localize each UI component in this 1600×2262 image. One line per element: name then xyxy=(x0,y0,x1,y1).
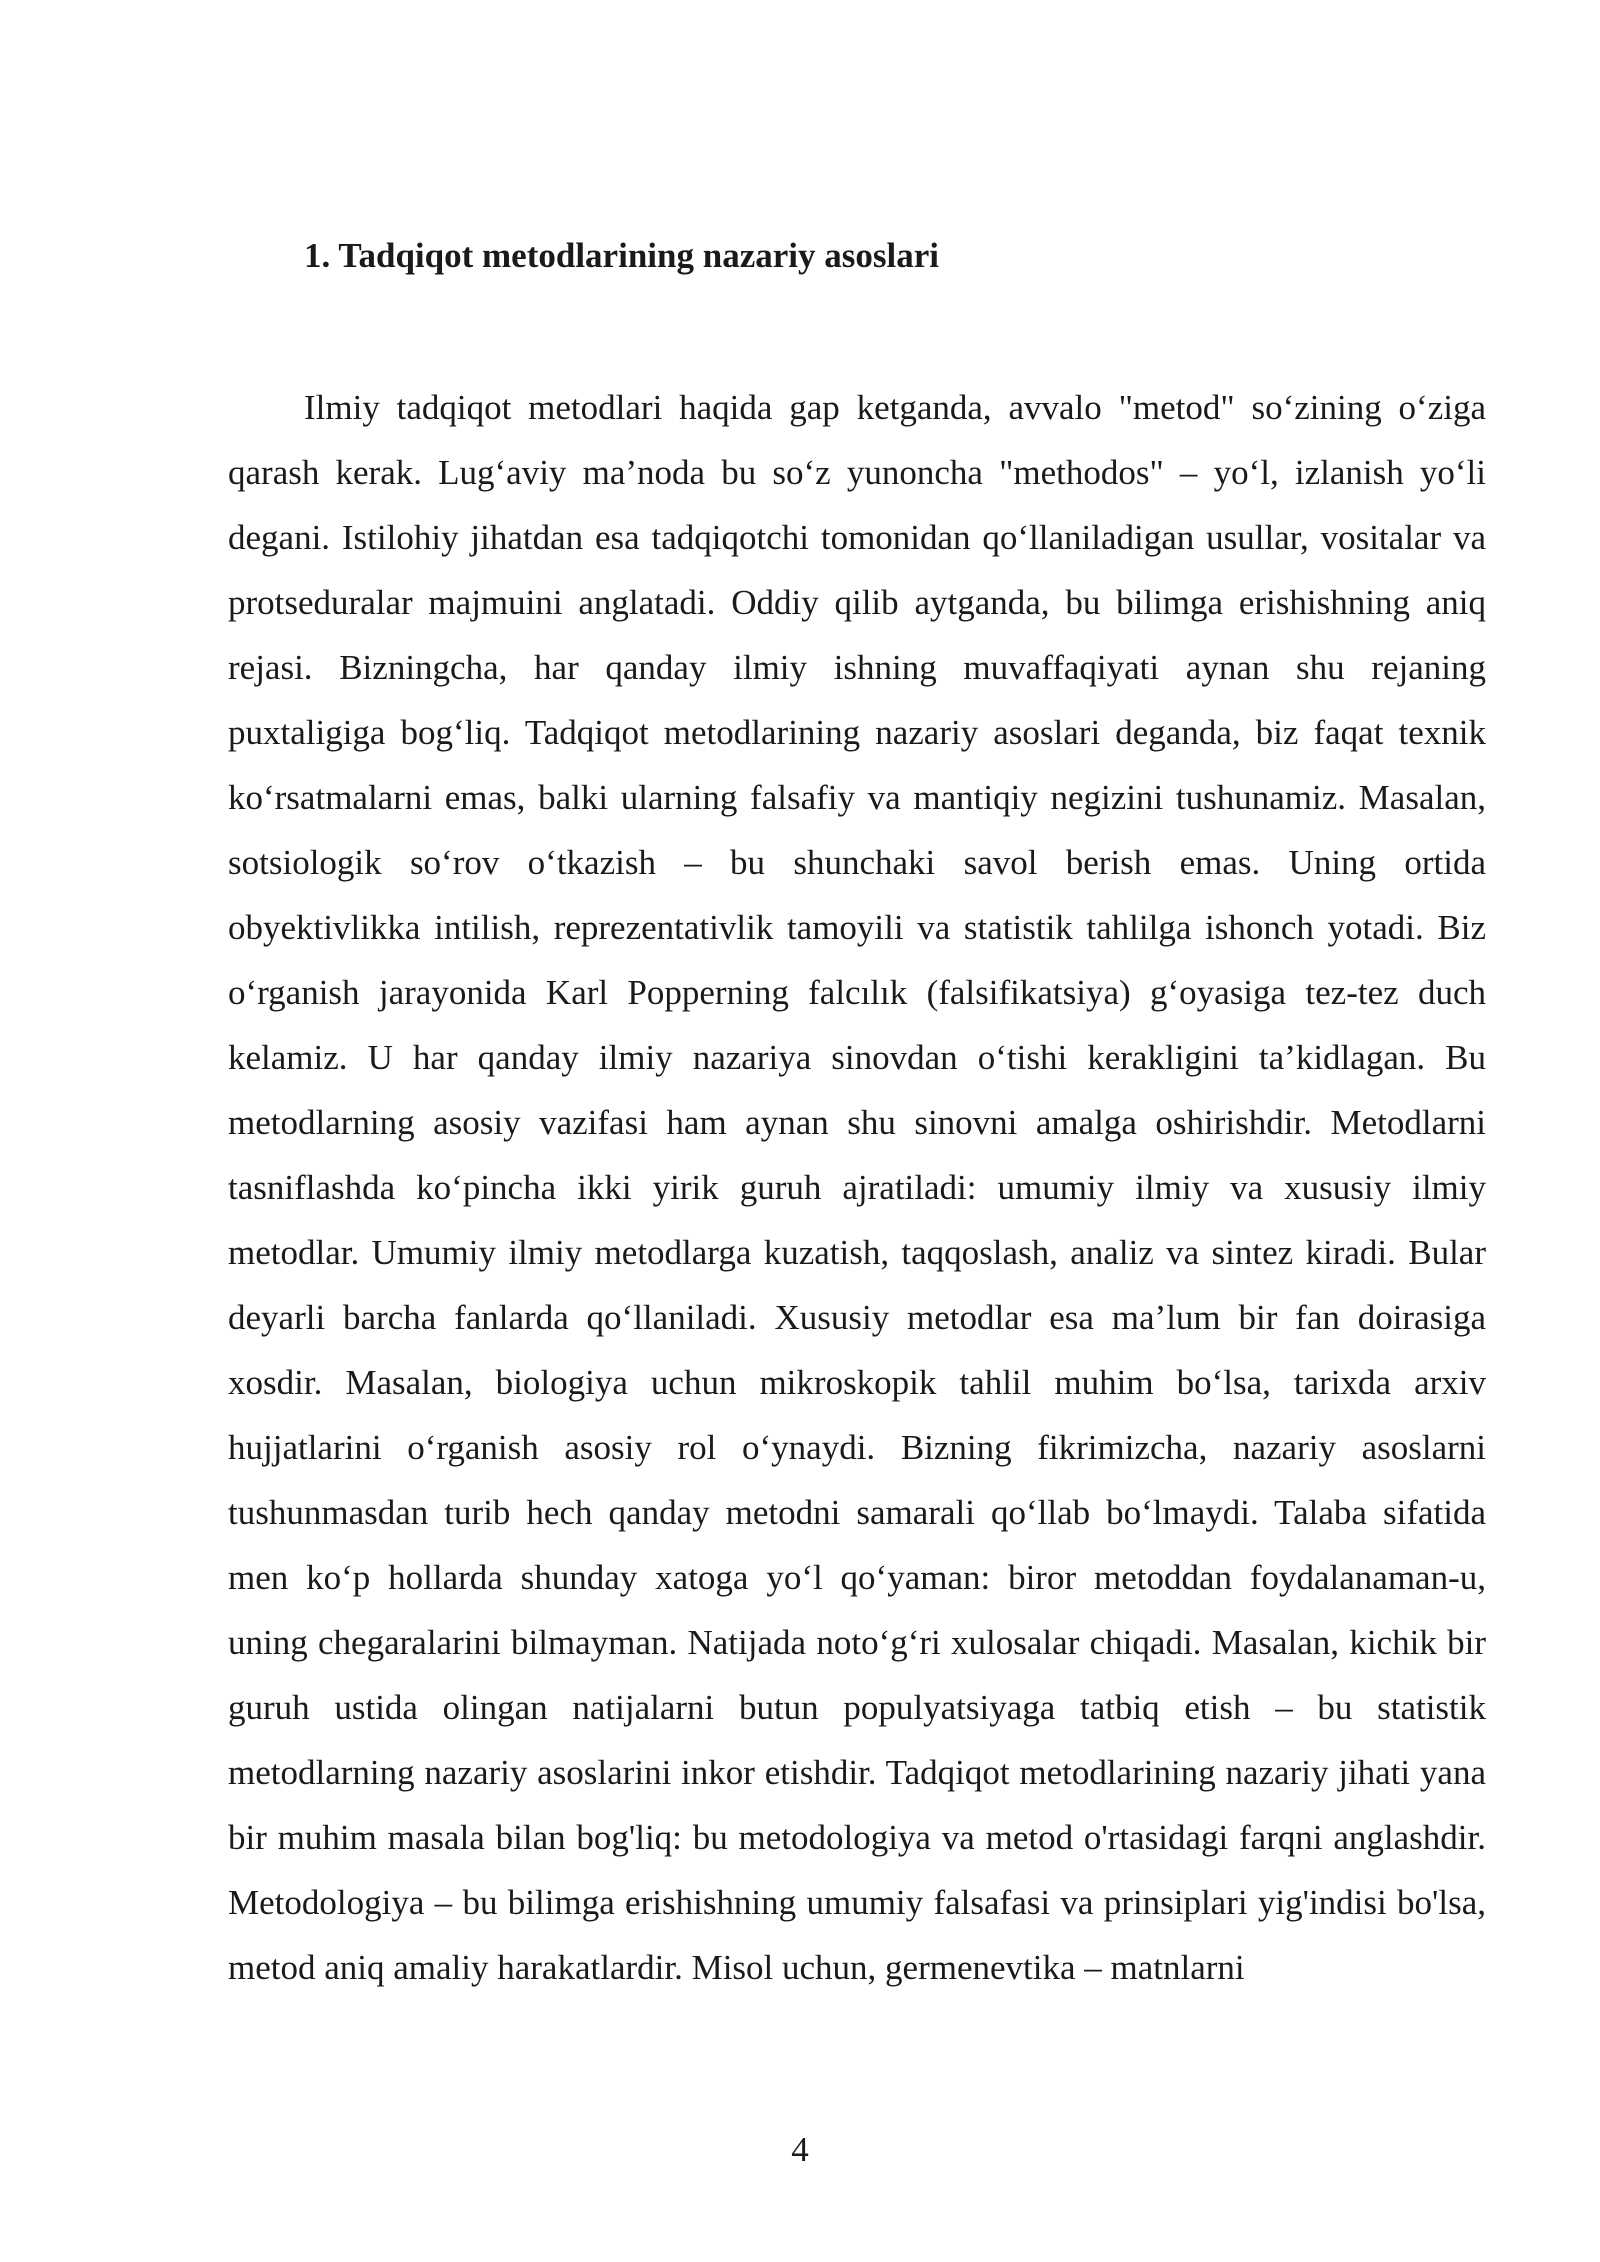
body-paragraph: Ilmiy tadqiqot metodlari haqida gap ketganda, avvalo "metod" so‘zining o‘ziga qarash kerak. Lug‘aviy ma’noda bu so‘z yunoncha "methodos" – yo‘l, izlanish yo‘li degani. Istilohiy jihatdan esa tadqiqotchi tomonidan qo‘llaniladigan usullar, vositalar va protseduralar majmuini anglatadi. Oddiy qilib aytganda, bu bilimga erishishning aniq rejasi. Bizningcha, har qanday ilmiy ishning muvaffaqiyati aynan shu rejaning puxtaligiga bog‘liq. Tadqiqot metodlarining nazariy asoslari deganda, biz faqat texnik ko‘rsatmalarni emas, balki ularning falsafiy va mantiqiy negizini tushunamiz. Masalan, sotsiologik so‘rov o‘tkazish – bu shunchaki savol berish emas. Uning ortida obyektivlikka intilish, reprezentativlik tamoyili va statistik tahlilga ishonch yotadi. Biz o‘rganish jarayonida Karl Popperning falcılık (falsifikatsiya) g‘oyasiga tez-tez duch kelamiz. U har qanday ilmiy nazariya sinovdan o‘tishi kerakligini ta’kidlagan. Bu metodlarning asosiy vazifasi ham aynan shu sinovni amalga oshirishdir. Metodlarni tasniflashda ko‘pincha ikki yirik guruh ajratiladi: umumiy ilmiy va xususiy ilmiy metodlar. Umumiy ilmiy metodlarga kuzatish, taqqoslash, analiz va sintez kiradi. Bular deyarli barcha fanlarda qo‘llaniladi. Xususiy metodlar esa ma’lum bir fan doirasiga xosdir. Masalan, biologiya uchun mikroskopik tahlil muhim bo‘lsa, tarixda arxiv hujjatlarini o‘rganish asosiy rol o‘ynaydi. Bizning fikrimizcha, nazariy asoslarni tushunmasdan turib hech qanday metodni samarali qo‘llab bo‘lmaydi. Talaba sifatida men ko‘p hollarda shunday xatoga yo‘l qo‘yaman: biror metoddan foydalanaman-u, uning chegaralarini bilmayman. Natijada noto‘g‘ri xulosalar chiqadi. Masalan, kichik bir guruh ustida olingan natijalarni butun populyatsiyaga tatbiq etish – bu statistik metodlarning nazariy asoslarini inkor etishdir. Tadqiqot metodlarining nazariy jihati yana bir muhim masala bilan bog'liq: bu metodologiya va metod o'rtasidagi farqni anglashdir. Metodologiya – bu bilimga erishishning umumiy falsafasi va prinsiplari yig'indisi bo'lsa, metod aniq amaliy harakatlardir. Misol uchun, germenevtika – matnlarni xyxy=(228,388,1486,1987)
section-heading: 1. Tadqiqot metodlarining nazariy asoslari xyxy=(304,236,939,275)
page-number: 4 xyxy=(791,2130,809,2169)
